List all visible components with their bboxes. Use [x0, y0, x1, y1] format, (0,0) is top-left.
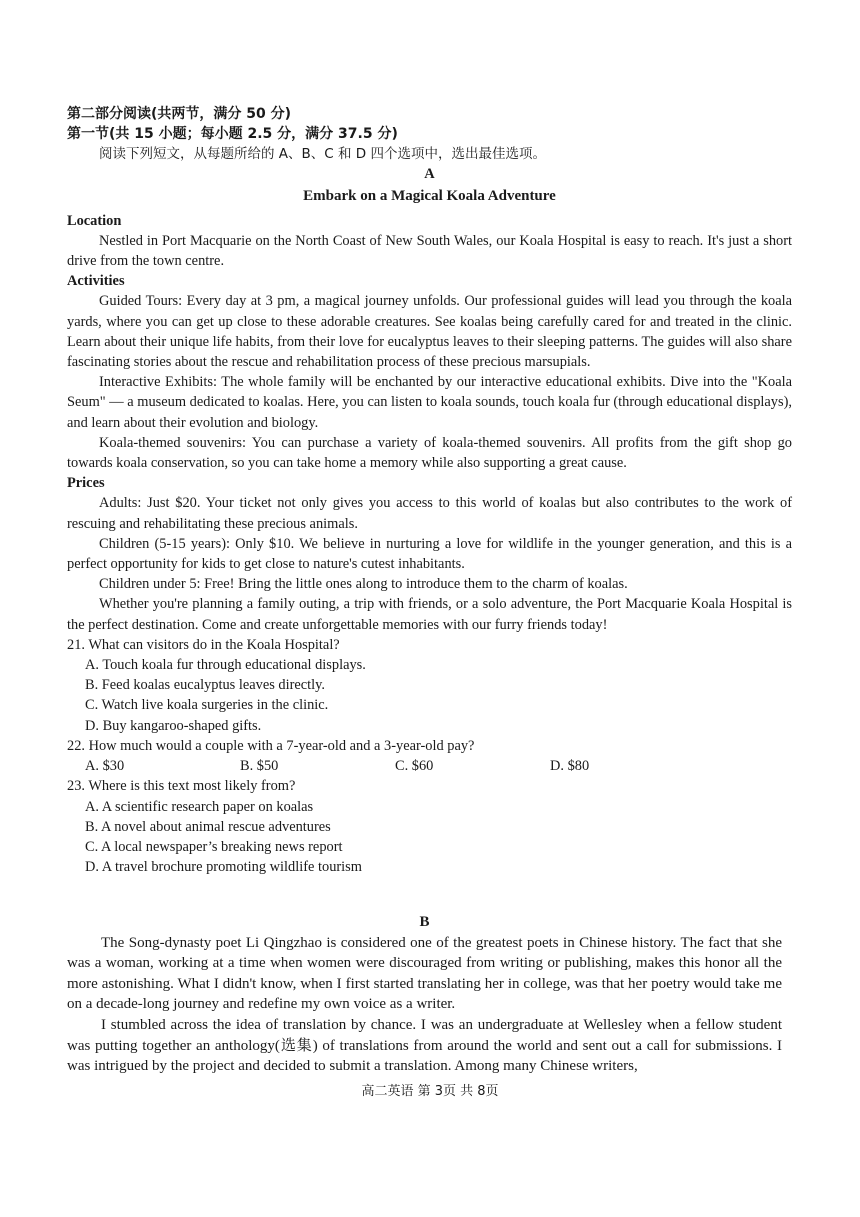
activities-label: Activities	[67, 273, 125, 290]
passage-a-block	[67, 104, 792, 877]
question-23-option-d: D. A travel brochure promoting wildlife tourism	[85, 859, 362, 876]
adults-price-text: Adults: Just $20. Your ticket not only gives you access to this world of koalas but also contributes to the work of rescuing and rehabilitating these precious animals.	[67, 495, 792, 532]
question-23-option-c: C. A local newspaper’s breaking news report	[85, 838, 343, 855]
passage-b-paragraph-1: The Song-dynasty poet Li Qingzhao is considered one of the greatest poets in Chinese history. The fact that she was a woman, working at a time when women were discouraged from writing or publishing, makes this honor all the more astonishing. What I didn't know, when I first started translating her in college, was that her poetry would take me on a decade-long journey and redefine my own voice as a writer.	[67, 934, 782, 1013]
section-title: 第一节(共 15 小题；每小题 2.5 分，满分 37.5 分)	[67, 126, 398, 142]
part-title: 第二部分阅读(共两节，满分 50 分)	[67, 106, 292, 122]
question-23-option-a: A. A scientific research paper on koalas	[85, 798, 314, 815]
question-23-option-b: B. A novel about animal rescue adventures	[85, 818, 331, 835]
question-22-options	[85, 756, 792, 776]
question-21-option-b: B. Feed koalas eucalyptus leaves directly.	[85, 677, 326, 694]
children-price-text: Children (5-15 years): Only $10. We believe in nurturing a love for wildlife in the younger generation, and this is a perfect opportunity for kids to get close to nature's cutest inhabitants.	[67, 535, 792, 573]
passage-a-letter: A	[424, 166, 435, 183]
question-21-option-a: A. Touch koala fur through educational displays.	[85, 657, 366, 674]
question-22-stem: 22. How much would a couple with a 7-year-old and a 3-year-old pay?	[67, 737, 475, 754]
under5-price-text: Children under 5: Free! Bring the little ones along to introduce them to the charm of koalas.	[99, 576, 628, 593]
instruction: 阅读下列短文，从每题所给的 A、B、C 和 D 四个选项中，选出最佳选项。	[99, 146, 546, 162]
guided-tours-text: Guided Tours: Every day at 3 pm, a magical journey unfolds. Our professional guides will lead you through the koala yards, where you can get up close to these adorable creatures. See koalas being carefully cared for and treated in the clinic. Learn about their unique life habits, from their love for eucalyptus leaves to their sleeping patterns. The guides will also share fascinating stories about the rescue and rehabilitation process of these precious marsupials.	[67, 293, 792, 371]
question-23-stem: 23. Where is this text most likely from?	[67, 778, 296, 795]
passage-b-block	[67, 912, 782, 1077]
passage-b-paragraph-2: I stumbled across the idea of translation by chance. I was an undergraduate at Wellesley when a fellow student was putting together an anthology(选集) of translations from around the world and sent out a call for submissions. I was intrigued by the project and decided to submit a translation. Among many Chinese writers,	[67, 1016, 782, 1075]
question-21-option-c: C. Watch live koala surgeries in the clinic.	[85, 697, 329, 714]
question-22-option-b: B. $50	[240, 758, 279, 775]
question-22-option-d: D. $80	[550, 758, 590, 775]
passage-b-letter: B	[419, 914, 430, 930]
exhibits-text: Interactive Exhibits: The whole family will be enchanted by our interactive educational exhibits. Dive into the "Koala Seum" — a museum dedicated to koalas. Here, you can listen to koala sounds, touch koala fur (through educational displays), and learn about their evolution and biology.	[67, 374, 792, 431]
question-22-option-a: A. $30	[85, 758, 125, 775]
closing-text: Whether you're planning a family outing, a trip with friends, or a solo adventure, the Port Macquarie Koala Hospital is the perfect destination. Come and create unforgettable memories with our furry friends today!	[67, 596, 792, 633]
question-22-option-c: C. $60	[395, 758, 434, 775]
page-footer: 高二英语 第 3页 共 8页	[361, 1084, 499, 1099]
location-label: Location	[67, 212, 122, 229]
prices-label: Prices	[67, 475, 105, 492]
question-21-option-d: D. Buy kangaroo-shaped gifts.	[85, 717, 262, 734]
souvenirs-text: Koala-themed souvenirs: You can purchase a variety of koala-themed souvenirs. All profits from the gift shop go towards koala conservation, so you can take home a memory while also supporting a great cause.	[67, 434, 792, 472]
location-text: Nestled in Port Macquarie on the North Coast of New South Wales, our Koala Hospital is easy to reach. It's just a short drive from the town centre.	[67, 232, 792, 270]
passage-a-title: Embark on a Magical Koala Adventure	[303, 188, 556, 205]
question-21-stem: 21. What can visitors do in the Koala Hospital?	[67, 636, 340, 653]
